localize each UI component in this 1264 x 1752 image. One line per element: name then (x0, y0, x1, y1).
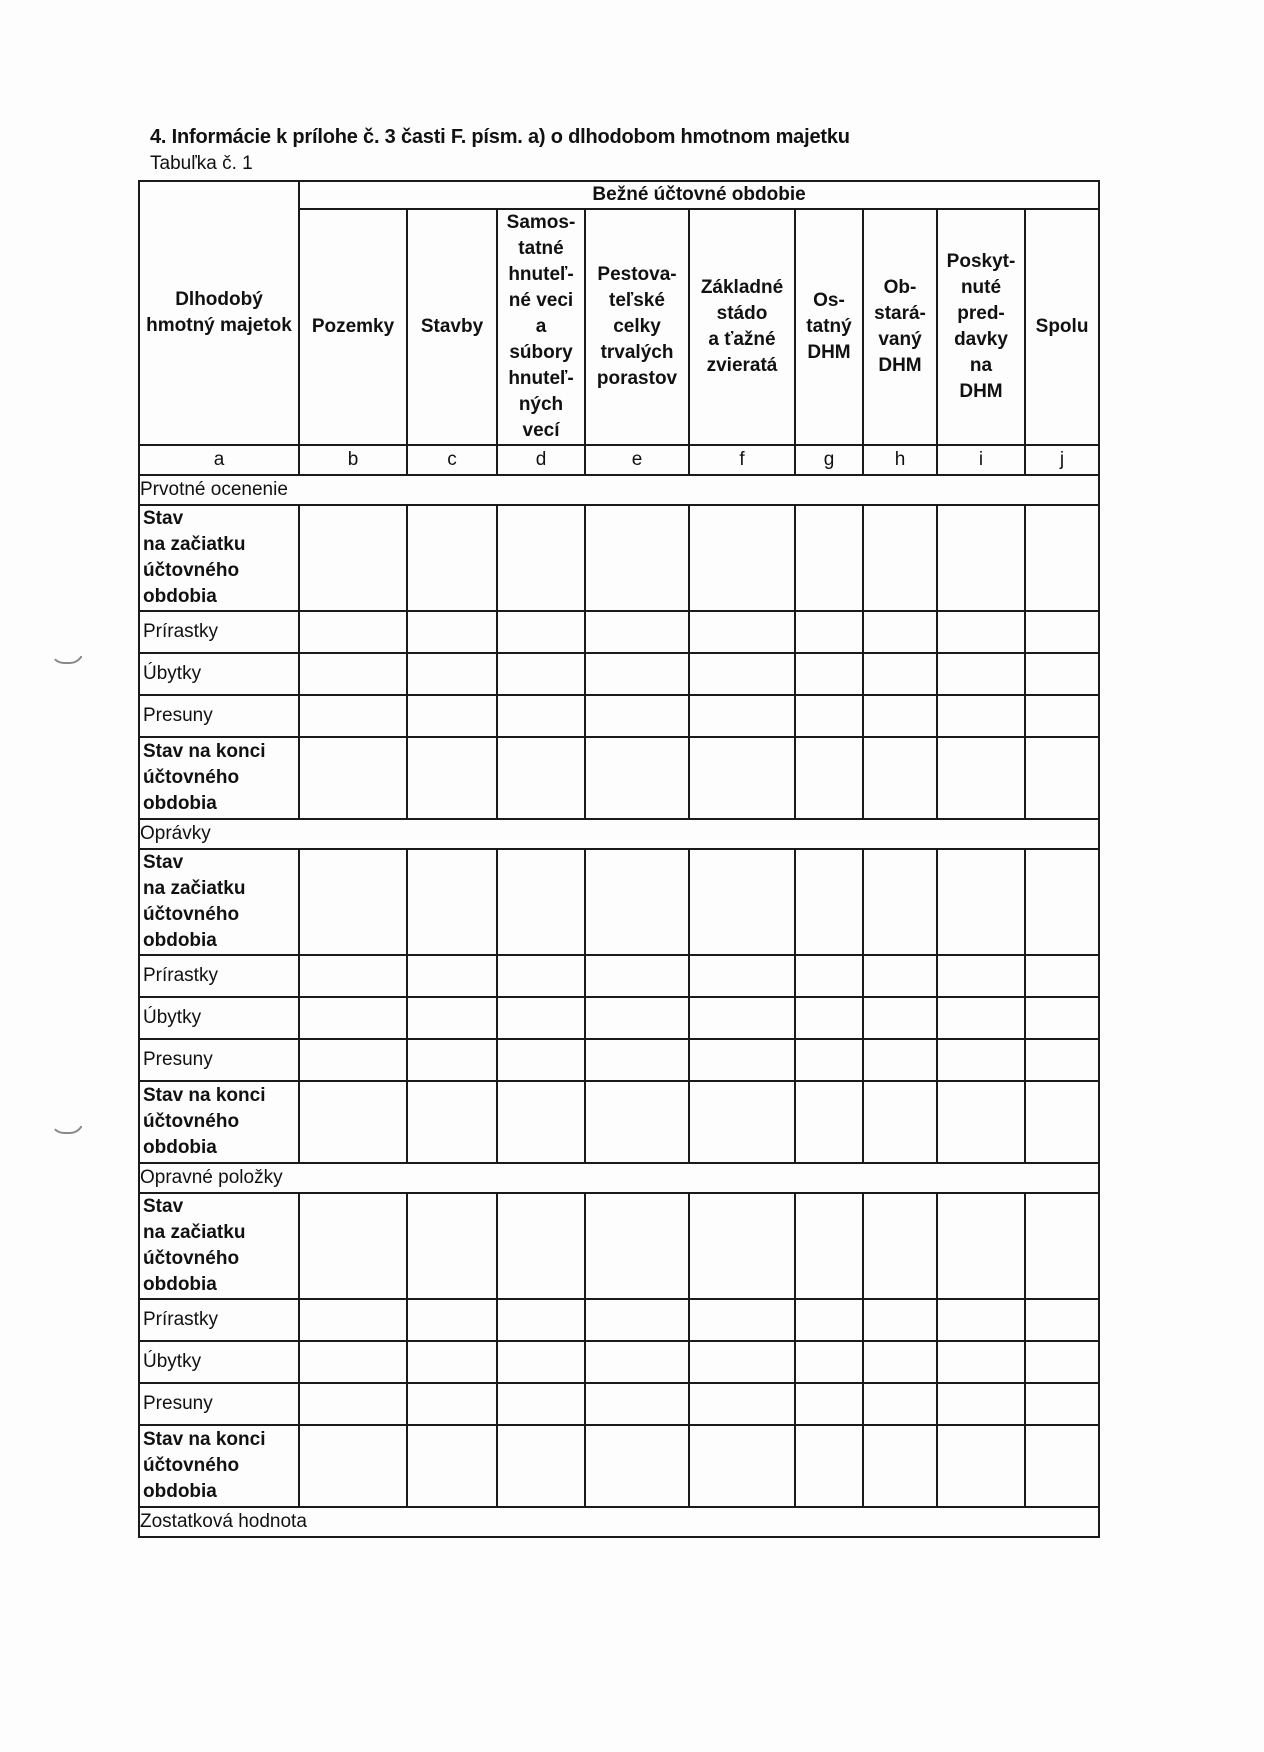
letter-e: e (585, 445, 689, 475)
value-cell (795, 1193, 863, 1299)
header-col-j (1025, 209, 1099, 445)
value-cell (407, 1383, 497, 1425)
value-cell (1025, 1193, 1099, 1299)
value-cell (863, 1193, 937, 1299)
value-cell (407, 1039, 497, 1081)
value-cell (407, 1341, 497, 1383)
value-cell (795, 1425, 863, 1507)
value-cell (407, 955, 497, 997)
value-cell (863, 1383, 937, 1425)
value-cell (299, 1039, 407, 1081)
row-label: Úbytky (139, 653, 299, 695)
section-title-row (139, 475, 1099, 505)
value-cell (937, 653, 1025, 695)
value-cell (585, 737, 689, 819)
section-title: Opravné položky (139, 1163, 1099, 1193)
value-cell (1025, 611, 1099, 653)
header-asset-type-label: Dlhodobý hmotný majetok (146, 289, 292, 336)
value-cell (689, 849, 795, 955)
value-cell (585, 695, 689, 737)
value-cell (863, 1039, 937, 1081)
value-cell (407, 849, 497, 955)
row-label: Stav na začiatku účtovného obdobia (139, 505, 299, 611)
row-label: Prírastky (139, 1299, 299, 1341)
value-cell (497, 1193, 585, 1299)
value-cell (1025, 997, 1099, 1039)
value-cell (407, 1193, 497, 1299)
row-label: Presuny (139, 1039, 299, 1081)
header-other-dhm: Os- tatný DHM (806, 290, 852, 363)
table-row (139, 1299, 1099, 1341)
section-title-row (139, 819, 1099, 849)
value-cell (863, 1341, 937, 1383)
value-cell (689, 1039, 795, 1081)
value-cell (937, 1081, 1025, 1163)
value-cell (937, 505, 1025, 611)
value-cell (585, 955, 689, 997)
value-cell (689, 737, 795, 819)
value-cell (299, 849, 407, 955)
value-cell (689, 611, 795, 653)
value-cell (299, 737, 407, 819)
value-cell (1025, 1039, 1099, 1081)
value-cell (863, 695, 937, 737)
value-cell (497, 1081, 585, 1163)
value-cell (863, 611, 937, 653)
letter-h: h (863, 445, 937, 475)
row-label: Prírastky (139, 611, 299, 653)
header-col-e (585, 209, 689, 445)
table-row (139, 955, 1099, 997)
header-acquired-dhm: Ob- stará- vaný DHM (874, 277, 926, 376)
value-cell (407, 1425, 497, 1507)
value-cell (1025, 849, 1099, 955)
value-cell (585, 611, 689, 653)
table-row (139, 1383, 1099, 1425)
value-cell (863, 737, 937, 819)
scan-mark (50, 650, 84, 664)
value-cell (497, 611, 585, 653)
value-cell (689, 505, 795, 611)
value-cell (1025, 955, 1099, 997)
value-cell (795, 849, 863, 955)
value-cell (407, 737, 497, 819)
table-row (139, 1341, 1099, 1383)
value-cell (795, 611, 863, 653)
letter-d: d (497, 445, 585, 475)
table-row (139, 611, 1099, 653)
value-cell (689, 1341, 795, 1383)
value-cell (863, 849, 937, 955)
value-cell (497, 1341, 585, 1383)
value-cell (937, 1425, 1025, 1507)
residual-value-label: Zostatková hodnota (139, 1507, 1099, 1537)
header-col-b (299, 209, 407, 445)
long-term-assets-table (138, 180, 1100, 1538)
value-cell (407, 1081, 497, 1163)
value-cell (795, 1039, 863, 1081)
value-cell (1025, 1299, 1099, 1341)
value-cell (689, 1299, 795, 1341)
value-cell (407, 695, 497, 737)
value-cell (299, 1383, 407, 1425)
value-cell (863, 1299, 937, 1341)
value-cell (497, 1299, 585, 1341)
value-cell (585, 849, 689, 955)
value-cell (1025, 737, 1099, 819)
value-cell (585, 1425, 689, 1507)
value-cell (585, 653, 689, 695)
value-cell (795, 997, 863, 1039)
value-cell (299, 1193, 407, 1299)
table-row (139, 737, 1099, 819)
header-col-f (689, 209, 795, 445)
value-cell (937, 1383, 1025, 1425)
table-row (139, 653, 1099, 695)
section-title-row (139, 1163, 1099, 1193)
value-cell (689, 695, 795, 737)
row-label: Stav na konci účtovného obdobia (139, 1425, 299, 1507)
scan-mark (50, 1120, 84, 1134)
value-cell (299, 955, 407, 997)
header-col-g (795, 209, 863, 445)
value-cell (585, 505, 689, 611)
table-sections (139, 475, 1099, 1507)
value-cell (299, 1341, 407, 1383)
value-cell (585, 1081, 689, 1163)
value-cell (689, 1193, 795, 1299)
value-cell (299, 1081, 407, 1163)
value-cell (795, 505, 863, 611)
value-cell (1025, 1341, 1099, 1383)
value-cell (497, 1039, 585, 1081)
letter-a: a (139, 445, 299, 475)
value-cell (299, 1425, 407, 1507)
header-col-c (407, 209, 497, 445)
value-cell (299, 505, 407, 611)
value-cell (863, 997, 937, 1039)
letter-i: i (937, 445, 1025, 475)
row-label: Presuny (139, 1383, 299, 1425)
value-cell (1025, 1425, 1099, 1507)
value-cell (795, 653, 863, 695)
table-row (139, 849, 1099, 955)
value-cell (1025, 695, 1099, 737)
value-cell (299, 1299, 407, 1341)
row-label: Úbytky (139, 1341, 299, 1383)
table-row (139, 1193, 1099, 1299)
value-cell (863, 1425, 937, 1507)
value-cell (1025, 1383, 1099, 1425)
row-label: Stav na začiatku účtovného obdobia (139, 1193, 299, 1299)
value-cell (863, 955, 937, 997)
header-asset-type (139, 181, 299, 445)
value-cell (689, 1425, 795, 1507)
row-label: Stav na konci účtovného obdobia (139, 737, 299, 819)
value-cell (407, 653, 497, 695)
header-col-d (497, 209, 585, 445)
value-cell (689, 997, 795, 1039)
header-col-i (937, 209, 1025, 445)
value-cell (795, 955, 863, 997)
value-cell (795, 1081, 863, 1163)
value-cell (795, 695, 863, 737)
header-movables: Samos- tatné hnuteľ- né veci a súbory hnuteľ- ných vecí (506, 212, 576, 441)
value-cell (689, 955, 795, 997)
value-cell (937, 1193, 1025, 1299)
value-cell (795, 1383, 863, 1425)
value-cell (689, 1081, 795, 1163)
value-cell (937, 1039, 1025, 1081)
value-cell (585, 1039, 689, 1081)
value-cell (585, 1193, 689, 1299)
value-cell (299, 653, 407, 695)
value-cell (937, 955, 1025, 997)
value-cell (497, 1383, 585, 1425)
value-cell (407, 1299, 497, 1341)
page-heading: 4. Informácie k prílohe č. 3 časti F. písm. a) o dlhodobom hmotnom majetku (150, 126, 850, 148)
header-herd: Základné stádo a ťažné zvieratá (700, 277, 784, 376)
value-cell (585, 997, 689, 1039)
letter-g: g (795, 445, 863, 475)
value-cell (1025, 505, 1099, 611)
value-cell (299, 997, 407, 1039)
value-cell (585, 1341, 689, 1383)
column-letters-row (139, 445, 1099, 475)
value-cell (497, 505, 585, 611)
value-cell (937, 611, 1025, 653)
value-cell (497, 955, 585, 997)
value-cell (689, 1383, 795, 1425)
value-cell (937, 737, 1025, 819)
value-cell (407, 997, 497, 1039)
header-stavby: Stavby (420, 316, 484, 337)
header-spolu: Spolu (1035, 316, 1089, 337)
letter-j: j (1025, 445, 1099, 475)
letter-c: c (407, 445, 497, 475)
value-cell (407, 505, 497, 611)
letter-f: f (689, 445, 795, 475)
value-cell (585, 1383, 689, 1425)
value-cell (937, 1299, 1025, 1341)
table-row (139, 505, 1099, 611)
row-label: Úbytky (139, 997, 299, 1039)
row-label: Presuny (139, 695, 299, 737)
table-row (139, 1039, 1099, 1081)
section-title: Prvotné ocenenie (139, 475, 1099, 505)
header-col-h (863, 209, 937, 445)
value-cell (937, 695, 1025, 737)
value-cell (497, 653, 585, 695)
value-cell (795, 1299, 863, 1341)
footer-row (139, 1507, 1099, 1537)
header-advances: Poskyt- nuté pred- davky na DHM (946, 251, 1016, 402)
value-cell (497, 737, 585, 819)
value-cell (497, 695, 585, 737)
value-cell (795, 1341, 863, 1383)
table-row (139, 1081, 1099, 1163)
value-cell (795, 737, 863, 819)
header-current-period: Bežné účtovné obdobie (299, 181, 1099, 209)
table-row (139, 997, 1099, 1039)
table-row (139, 1425, 1099, 1507)
row-label: Prírastky (139, 955, 299, 997)
value-cell (937, 1341, 1025, 1383)
value-cell (497, 1425, 585, 1507)
value-cell (497, 997, 585, 1039)
value-cell (299, 695, 407, 737)
value-cell (299, 611, 407, 653)
value-cell (863, 1081, 937, 1163)
table-caption: Tabuľka č. 1 (150, 153, 253, 174)
header-pozemky: Pozemky (311, 316, 395, 337)
value-cell (497, 849, 585, 955)
value-cell (1025, 653, 1099, 695)
header-growers: Pestova- teľské celky trvalých porastov (596, 264, 678, 389)
value-cell (937, 997, 1025, 1039)
table-row (139, 695, 1099, 737)
value-cell (407, 611, 497, 653)
section-title: Oprávky (139, 819, 1099, 849)
row-label: Stav na konci účtovného obdobia (139, 1081, 299, 1163)
value-cell (863, 653, 937, 695)
value-cell (937, 849, 1025, 955)
row-label: Stav na začiatku účtovného obdobia (139, 849, 299, 955)
value-cell (863, 505, 937, 611)
value-cell (1025, 1081, 1099, 1163)
letter-b: b (299, 445, 407, 475)
value-cell (585, 1299, 689, 1341)
value-cell (689, 653, 795, 695)
